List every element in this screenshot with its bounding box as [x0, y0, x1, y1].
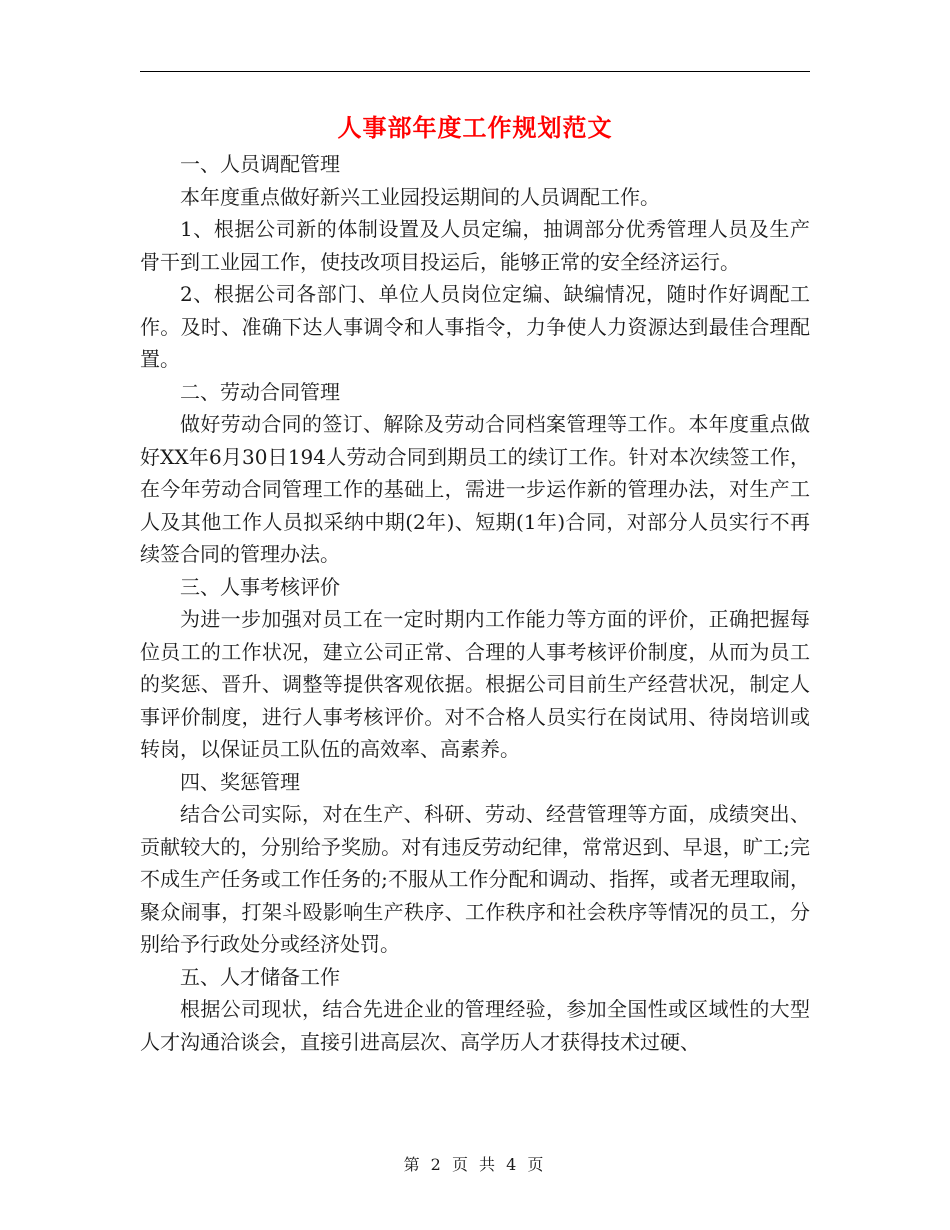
paragraph: 根据公司现状，结合先进企业的管理经验，参加全国性或区域性的大型人才沟通洽谈会，直接引进高层次、高学历人才获得技术过硬、	[140, 997, 810, 1054]
section-heading-2: 二、劳动合同管理	[180, 379, 340, 404]
paragraph: 1、根据公司新的体制设置及人员定编，抽调部分优秀管理人员及生产骨干到工业园工作，使技改项目投运后，能够正常的安全经济运行。	[140, 217, 810, 274]
section-heading-1: 一、人员调配管理	[180, 152, 340, 176]
paragraph: 做好劳动合同的签订、解除及劳动合同档案管理等工作。本年度重点做好XX年6月30日194人劳动合同到期员工的续订工作。针对本次续签工作，在今年劳动合同管理工作的基础上，需进一步运作新的管理办法，对生产工人及其他工作人员拟采纳中期(2年)、短期(1年)合同，对部分人员实行不再续签合同的管理办法。	[140, 412, 810, 566]
document-title: 人事部年度工作规划范文	[337, 114, 613, 142]
paragraph: 结合公司实际，对在生产、科研、劳动、经营管理等方面，成绩突出、贡献较大的，分别给予奖励。对有违反劳动纪律，常常迟到、早退，旷工;完不成生产任务或工作任务的;不服从工作分配和调动、指挥，或者无理取闹，聚众闹事，打架斗殴影响生产秩序、工作秩序和社会秩序等情况的员工，分别给予行政处分或经济处罚。	[140, 802, 810, 956]
paragraph: 2、根据公司各部门、单位人员岗位定编、缺编情况，随时作好调配工作。及时、准确下达人事调令和人事指令，力争使人力资源达到最佳合理配置。	[140, 282, 810, 371]
section-heading-3: 三、人事考核评价	[180, 574, 340, 599]
document-body	[140, 148, 810, 1058]
paragraph: 为进一步加强对员工在一定时期内工作能力等方面的评价，正确把握每位员工的工作状况，建立公司正常、合理的人事考核评价制度，从而为员工的奖惩、晋升、调整等提供客观依据。根据公司目前生产经营状况，制定人事评价制度，进行人事考核评价。对不合格人员实行在岗试用、待岗培训或转岗，以保证员工队伍的高效率、高素养。	[140, 607, 810, 761]
header-rule	[140, 71, 810, 72]
page-number: 第 2 页 共 4 页	[403, 1155, 547, 1174]
section-heading-4: 四、奖惩管理	[180, 769, 300, 794]
paragraph: 本年度重点做好新兴工业园投运期间的人员调配工作。	[180, 184, 660, 209]
section-heading-5: 五、人才储备工作	[180, 964, 340, 989]
